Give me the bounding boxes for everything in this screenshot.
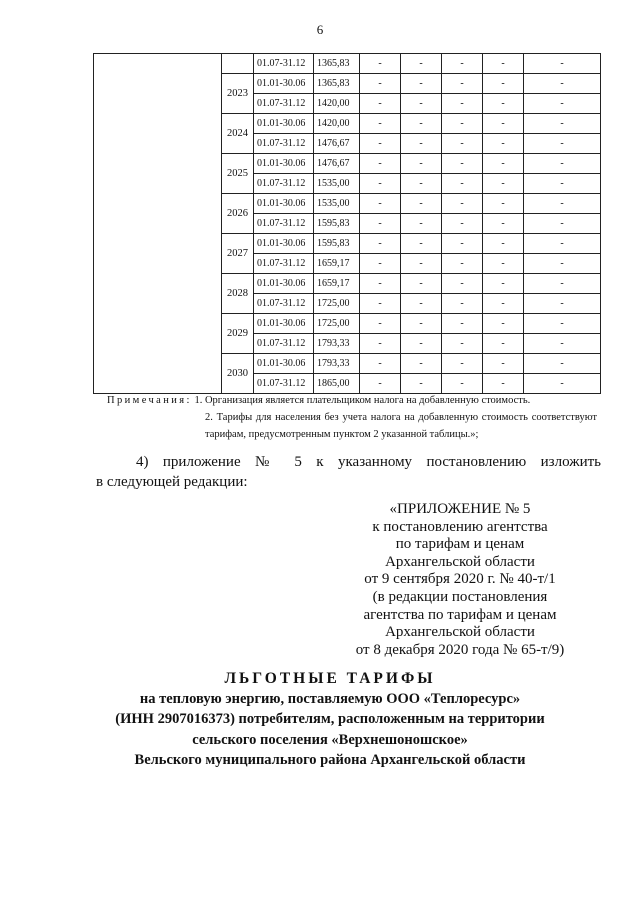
page-number: 6 bbox=[316, 22, 324, 37]
appendix-header bbox=[340, 501, 580, 659]
table-cell-dash: - bbox=[360, 254, 401, 274]
table-cell-period: 01.01-30.06 bbox=[254, 154, 314, 174]
table-cell-dash: - bbox=[442, 174, 483, 194]
table-cell-dash: - bbox=[442, 114, 483, 134]
table-cell-value: 1725,00 bbox=[314, 294, 360, 314]
table-cell-dash: - bbox=[483, 194, 524, 214]
table-cell-value: 1865,00 bbox=[314, 374, 360, 394]
table-cell-dash: - bbox=[401, 214, 442, 234]
table-cell-value: 1420,00 bbox=[314, 114, 360, 134]
table-cell-dash: - bbox=[401, 74, 442, 94]
table-cell-dash: - bbox=[401, 254, 442, 274]
appendix-line: Архангельской области bbox=[385, 553, 535, 570]
appendix-line: по тарифам и ценам bbox=[395, 536, 525, 553]
table-cell-year: 2023 bbox=[222, 74, 254, 114]
table-cell-dash: - bbox=[401, 94, 442, 114]
appendix-line: агентства по тарифам и ценам bbox=[363, 606, 557, 623]
table-cell-dash: - bbox=[442, 254, 483, 274]
table-cell-dash: - bbox=[524, 194, 601, 214]
appendix-line: к постановлению агентства bbox=[372, 518, 548, 535]
table-row bbox=[94, 54, 601, 74]
table-cell-dash: - bbox=[401, 334, 442, 354]
table-cell-dash: - bbox=[360, 334, 401, 354]
table-cell-dash: - bbox=[360, 54, 401, 74]
table-cell-dash: - bbox=[360, 354, 401, 374]
table-cell-value: 1535,00 bbox=[314, 194, 360, 214]
appendix-line: от 9 сентября 2020 г. № 40-т/1 bbox=[364, 571, 556, 588]
title-line: (ИНН 2907016373) потребителям, расположенным на территории bbox=[115, 711, 545, 728]
table-cell-dash: - bbox=[483, 54, 524, 74]
table-cell-dash: - bbox=[401, 54, 442, 74]
amendment-line-2: в следующей редакции: bbox=[96, 474, 248, 490]
table-cell-dash: - bbox=[483, 74, 524, 94]
table-cell-year: 2026 bbox=[222, 194, 254, 234]
table-cell-dash: - bbox=[442, 134, 483, 154]
table-cell-dash: - bbox=[360, 314, 401, 334]
table-cell-dash: - bbox=[442, 234, 483, 254]
table-cell-blank bbox=[94, 54, 222, 394]
table-cell-dash: - bbox=[483, 114, 524, 134]
table-cell-dash: - bbox=[442, 274, 483, 294]
table-cell-dash: - bbox=[483, 134, 524, 154]
note-2: 2. Тарифы для населения без учета налога на добавленную стоимость соответствуют тарифам, предусмотренным пунктом 2 указанной таблицы.»; bbox=[205, 412, 597, 440]
table-cell-dash: - bbox=[442, 294, 483, 314]
appendix-line: (в редакции постановления bbox=[372, 588, 548, 605]
table-cell-period: 01.07-31.12 bbox=[254, 374, 314, 394]
notes-label: Примечания: bbox=[107, 395, 192, 406]
table-cell-period: 01.01-30.06 bbox=[254, 194, 314, 214]
table-cell-dash: - bbox=[442, 214, 483, 234]
title-line: Вельского муниципального района Архангельской области bbox=[134, 751, 526, 768]
table-cell-dash: - bbox=[524, 134, 601, 154]
table-cell-dash: - bbox=[524, 354, 601, 374]
table-cell-dash: - bbox=[360, 134, 401, 154]
table-cell-dash: - bbox=[483, 314, 524, 334]
table-cell-dash: - bbox=[524, 94, 601, 114]
table-cell-year: 2030 bbox=[222, 354, 254, 394]
table-cell-year: 2024 bbox=[222, 114, 254, 154]
table-cell-period: 01.07-31.12 bbox=[254, 294, 314, 314]
table-cell-dash: - bbox=[401, 174, 442, 194]
note-1-line bbox=[107, 392, 597, 409]
table-cell-value: 1793,33 bbox=[314, 334, 360, 354]
table-cell-dash: - bbox=[483, 294, 524, 314]
title-line: сельского поселения «Верхнешоношское» bbox=[192, 731, 468, 748]
appendix-line: Архангельской области bbox=[385, 624, 535, 641]
table-cell-year: 2027 bbox=[222, 234, 254, 274]
table-cell-dash: - bbox=[442, 374, 483, 394]
table-cell-year: 2025 bbox=[222, 154, 254, 194]
table-cell-value: 1365,83 bbox=[314, 54, 360, 74]
table-cell-dash: - bbox=[524, 234, 601, 254]
table-cell-dash: - bbox=[483, 274, 524, 294]
appendix-line: «ПРИЛОЖЕНИЕ № 5 bbox=[389, 501, 531, 517]
table-cell-value: 1659,17 bbox=[314, 254, 360, 274]
table-cell-dash: - bbox=[442, 154, 483, 174]
table-cell-dash: - bbox=[524, 114, 601, 134]
table-cell-period: 01.07-31.12 bbox=[254, 94, 314, 114]
table-cell-dash: - bbox=[442, 194, 483, 214]
table-cell-dash: - bbox=[360, 214, 401, 234]
amendment-line-1: 4) приложение № 5 к указанному постановлению изложить bbox=[136, 454, 601, 470]
table-cell-period: 01.01-30.06 bbox=[254, 114, 314, 134]
table-cell-value: 1595,83 bbox=[314, 214, 360, 234]
table-cell-year: 2029 bbox=[222, 314, 254, 354]
table-cell-dash: - bbox=[524, 54, 601, 74]
table-cell-period: 01.01-30.06 bbox=[254, 74, 314, 94]
table-cell-value: 1476,67 bbox=[314, 154, 360, 174]
table-cell-dash: - bbox=[442, 314, 483, 334]
table-cell-dash: - bbox=[401, 114, 442, 134]
title-line: на тепловую энергию, поставляемую ООО «Теплоресурс» bbox=[139, 691, 521, 708]
table-cell-dash: - bbox=[360, 114, 401, 134]
table-cell-period: 01.01-30.06 bbox=[254, 354, 314, 374]
table-cell-year: 2028 bbox=[222, 274, 254, 314]
table-cell-dash: - bbox=[401, 314, 442, 334]
table-cell-dash: - bbox=[401, 134, 442, 154]
table-cell-dash: - bbox=[483, 94, 524, 114]
table-cell-dash: - bbox=[524, 314, 601, 334]
table-cell-year bbox=[222, 54, 254, 74]
table-cell-value: 1365,83 bbox=[314, 74, 360, 94]
table-cell-dash: - bbox=[360, 374, 401, 394]
table-cell-dash: - bbox=[442, 54, 483, 74]
table-cell-dash: - bbox=[442, 354, 483, 374]
table-cell-dash: - bbox=[524, 74, 601, 94]
tariff-table-body bbox=[94, 54, 601, 394]
note-1: 1. Организация является плательщиком налога на добавленную стоимость. bbox=[194, 395, 531, 406]
table-cell-dash: - bbox=[483, 374, 524, 394]
table-cell-period: 01.07-31.12 bbox=[254, 134, 314, 154]
table-cell-period: 01.01-30.06 bbox=[254, 234, 314, 254]
table-cell-dash: - bbox=[442, 334, 483, 354]
table-cell-dash: - bbox=[483, 214, 524, 234]
table-cell-value: 1725,00 bbox=[314, 314, 360, 334]
table-cell-period: 01.07-31.12 bbox=[254, 54, 314, 74]
table-cell-dash: - bbox=[360, 94, 401, 114]
table-cell-dash: - bbox=[483, 174, 524, 194]
document-title bbox=[80, 669, 580, 770]
table-cell-dash: - bbox=[483, 254, 524, 274]
table-cell-period: 01.01-30.06 bbox=[254, 274, 314, 294]
table-cell-dash: - bbox=[401, 294, 442, 314]
table-cell-dash: - bbox=[524, 154, 601, 174]
notes bbox=[107, 392, 597, 443]
table-cell-period: 01.01-30.06 bbox=[254, 314, 314, 334]
table-cell-dash: - bbox=[524, 214, 601, 234]
amendment-paragraph bbox=[96, 452, 601, 492]
table-cell-value: 1793,33 bbox=[314, 354, 360, 374]
table-cell-period: 01.07-31.12 bbox=[254, 174, 314, 194]
table-cell-dash: - bbox=[524, 174, 601, 194]
table-cell-period: 01.07-31.12 bbox=[254, 334, 314, 354]
table-cell-dash: - bbox=[524, 294, 601, 314]
table-cell-dash: - bbox=[360, 294, 401, 314]
table-cell-dash: - bbox=[401, 154, 442, 174]
table-cell-dash: - bbox=[401, 194, 442, 214]
title-main: ЛЬГОТНЫЕ ТАРИФЫ bbox=[224, 670, 436, 687]
table-cell-dash: - bbox=[360, 274, 401, 294]
table-cell-dash: - bbox=[401, 234, 442, 254]
table-cell-dash: - bbox=[483, 234, 524, 254]
table-cell-dash: - bbox=[401, 354, 442, 374]
table-cell-period: 01.07-31.12 bbox=[254, 254, 314, 274]
table-cell-dash: - bbox=[360, 74, 401, 94]
table-cell-value: 1420,00 bbox=[314, 94, 360, 114]
table-cell-dash: - bbox=[483, 334, 524, 354]
table-cell-dash: - bbox=[360, 234, 401, 254]
table-cell-dash: - bbox=[483, 354, 524, 374]
table-cell-dash: - bbox=[360, 194, 401, 214]
table-cell-dash: - bbox=[442, 74, 483, 94]
table-cell-dash: - bbox=[401, 374, 442, 394]
table-cell-dash: - bbox=[360, 154, 401, 174]
table-cell-dash: - bbox=[524, 374, 601, 394]
table-cell-dash: - bbox=[524, 274, 601, 294]
table-cell-dash: - bbox=[524, 254, 601, 274]
table-cell-value: 1476,67 bbox=[314, 134, 360, 154]
table-cell-dash: - bbox=[483, 154, 524, 174]
table-cell-dash: - bbox=[401, 274, 442, 294]
table-cell-value: 1659,17 bbox=[314, 274, 360, 294]
table-cell-dash: - bbox=[442, 94, 483, 114]
appendix-line: от 8 декабря 2020 года № 65-т/9) bbox=[355, 641, 565, 658]
tariff-table bbox=[93, 53, 601, 394]
table-cell-value: 1595,83 bbox=[314, 234, 360, 254]
table-cell-dash: - bbox=[524, 334, 601, 354]
table-cell-dash: - bbox=[360, 174, 401, 194]
table-cell-period: 01.07-31.12 bbox=[254, 214, 314, 234]
table-cell-value: 1535,00 bbox=[314, 174, 360, 194]
